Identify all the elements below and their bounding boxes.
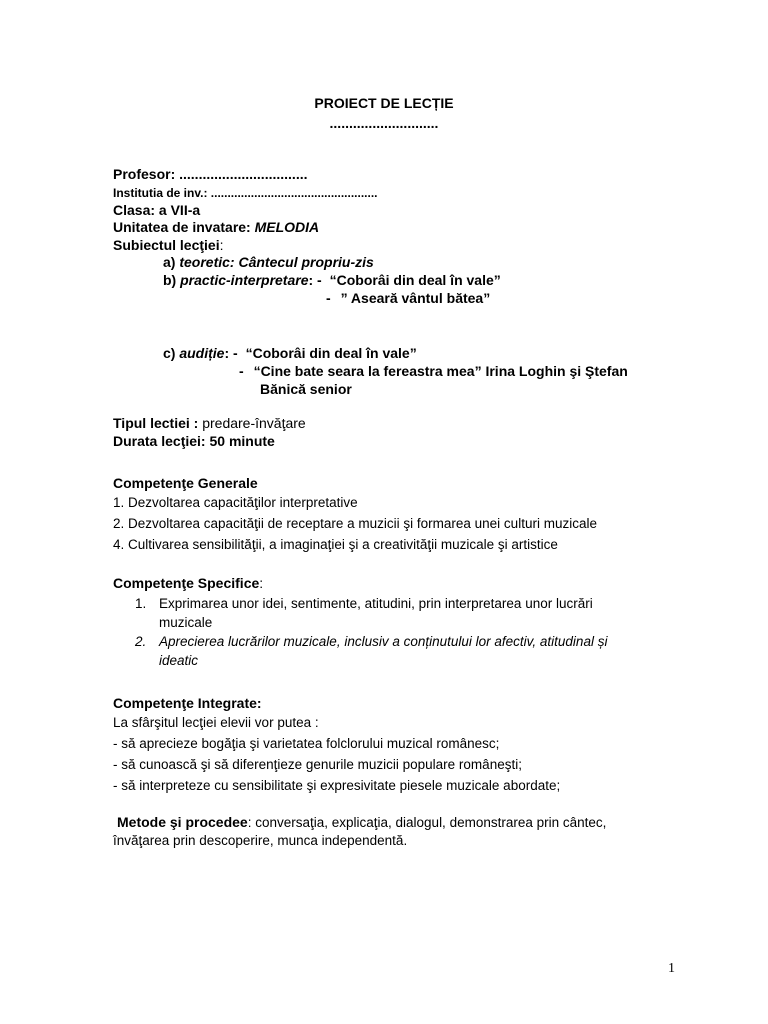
document-title: PROIECT DE LECȚIE [314, 95, 454, 111]
specifica-item-1-line1: Exprimarea unor idei, sentimente, atitudini, prin interpretarea unor lucrări [159, 596, 593, 611]
subject-a-prefix: a) [163, 254, 176, 270]
specifica-item-2-num: 2. [135, 634, 147, 649]
subject-b-line2 [326, 290, 490, 306]
specifica-item-1-num: 1. [135, 596, 147, 611]
tipul-line [113, 415, 306, 431]
durata-label: Durata lecţiei: [113, 433, 206, 449]
metode-text-line1: : conversaţia, explicaţia, dialogul, demonstrarea prin cântec, [247, 815, 607, 830]
specifica-item-1-line2: muzicale [159, 615, 213, 630]
metode-line2: învăţarea prin descoperire, munca independentă. [113, 833, 408, 848]
subject-b-sep: : - [308, 272, 322, 288]
subject-c-prefix: c) [163, 345, 176, 361]
subject-b-song2: ” Aseară vântul bătea” [340, 290, 491, 306]
competenta-generala-item: 2. Dezvoltarea capacităţii de receptare a muzicii şi formarea unei culturi muzicale [113, 516, 597, 531]
subject-c-song2: “Cine bate seara la fereastra mea” Irina Loghin şi Ştefan [253, 363, 628, 379]
unitatea-label: Unitatea de invatare: [113, 219, 251, 235]
unitatea-line [113, 219, 319, 235]
profesor-value: ................................. [179, 166, 308, 182]
competente-specifice-heading: Competenţe Specifice [113, 575, 260, 591]
subiectul-colon: : [219, 237, 224, 253]
subject-c-line [163, 345, 417, 361]
competenta-generala-item: 1. Dezvoltarea capacităţilor interpretative [113, 495, 358, 510]
integrata-item: - să aprecieze bogăţia şi varietatea folclorului muzical românesc; [113, 736, 500, 751]
profesor-label: Profesor: [113, 166, 176, 182]
subject-b-dash2: - [326, 290, 331, 306]
title-dots: ............................ [329, 115, 439, 131]
subiectul-line [113, 237, 223, 253]
subject-a-value: : Cântecul propriu-zis [229, 254, 374, 270]
subject-a-line [163, 254, 374, 270]
subject-a-label: teoretic [179, 254, 230, 270]
subject-b-label: practic-interpretare [180, 272, 309, 288]
subject-c-song2-cont: Bănică senior [260, 381, 352, 397]
subject-c-dash2: - [239, 363, 244, 379]
subject-b-line [163, 272, 501, 288]
institutia-value: .................................................. [210, 186, 378, 200]
tipul-label: Tipul lectiei : [113, 415, 199, 431]
institutia-label: Institutia de inv.: [113, 186, 208, 200]
metode-label: Metode şi procedee [117, 814, 248, 830]
durata-value: 50 minute [209, 433, 275, 449]
integrata-item: - să cunoască şi să diferenţieze genurile muzicii populare româneşti; [113, 757, 522, 772]
subject-b-prefix: b) [163, 272, 177, 288]
metode-line1 [113, 814, 606, 830]
subject-b-song1: “Coborâi din deal în vale” [329, 272, 501, 288]
competenta-generala-item: 4. Cultivarea sensibilităţii, a imaginaţiei şi a creativităţii muzicale şi artistice [113, 537, 558, 552]
clasa-value: a VII-a [158, 202, 201, 218]
competente-specifice-heading-line [113, 575, 263, 591]
competente-integrate-heading: Competenţe Integrate: [113, 695, 262, 711]
tipul-value: predare-învăţare [202, 415, 306, 431]
specifica-item-2-line1: Aprecierea lucrărilor muzicale, inclusiv a conținutului lor afectiv, atitudinal și [159, 634, 608, 649]
clasa-label: Clasa: [113, 202, 156, 218]
subiectul-label: Subiectul lecţiei [113, 237, 220, 253]
integrata-item: - să interpreteze cu sensibilitate şi expresivitate piesele muzicale abordate; [113, 778, 561, 793]
clasa-line [113, 202, 200, 218]
competente-generale-heading: Competenţe Generale [113, 475, 258, 491]
page-number: 1 [668, 961, 675, 976]
institutia-line [113, 186, 378, 200]
competente-integrate-intro: La sfârşitul lecţiei elevii vor putea : [113, 715, 319, 730]
specifica-item-2-line2: ideatic [159, 653, 199, 668]
durata-line [113, 433, 275, 449]
subject-c-label: audiție [179, 345, 225, 361]
subject-c-line2 [239, 363, 628, 379]
profesor-line [113, 166, 307, 182]
subject-c-sep: : - [224, 345, 238, 361]
subject-c-song1: “Coborâi din deal în vale” [245, 345, 417, 361]
unitatea-value: MELODIA [254, 219, 320, 235]
competente-specifice-colon: : [259, 575, 264, 591]
